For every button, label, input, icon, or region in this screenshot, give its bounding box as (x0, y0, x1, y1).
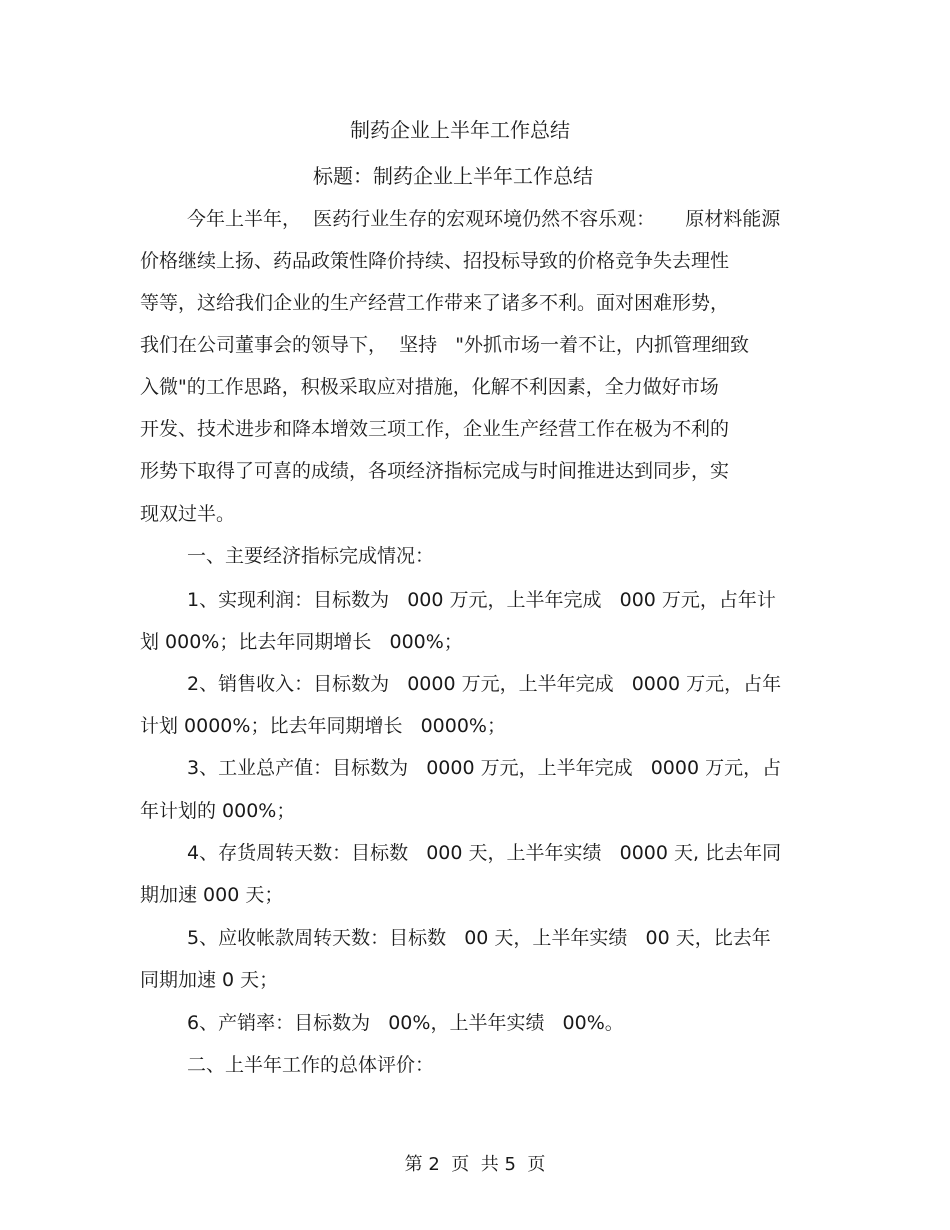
section-heading: 一、主要经济指标完成情况： (187, 545, 435, 567)
paragraph-line: 等等，这给我们企业的生产经营工作带来了诸多不利。面对困难形势， (140, 292, 730, 314)
document-subtitle: 标题：制药企业上半年工作总结 (313, 164, 593, 188)
list-item: 3、工业总产值：目标数为 0000 万元，上半年完成 0000 万元，占 (187, 757, 782, 779)
paragraph-line: 价格继续上扬、药品政策性降价持续、招投标导致的价格竞争失去理性 (140, 250, 730, 272)
list-item-continuation: 期加速 000 天； (140, 884, 284, 906)
document-title: 制药企业上半年工作总结 (350, 118, 570, 142)
list-item: 6、产销率：目标数为 00%，上半年实绩 00%。 (187, 1012, 624, 1034)
list-item-continuation: 同期加速 0 天； (140, 969, 279, 991)
section-heading: 二、上半年工作的总体评价： (187, 1054, 435, 1076)
paragraph-line: 现双过半。 (140, 503, 236, 525)
list-item: 5、应收帐款周转天数：目标数 00 天，上半年实绩 00 天，比去年 (187, 927, 771, 949)
list-item-continuation: 划 000%；比去年同期增长 000%； (140, 631, 463, 653)
list-item-continuation: 计划 0000%；比去年同期增长 0000%； (140, 715, 506, 737)
paragraph-line: 今年上半年， 医药行业生存的宏观环境仍然不容乐观： 原材料能源 (187, 208, 781, 230)
paragraph-line: 入微"的工作思路，积极采取应对措施，化解不利因素，全力做好市场 (140, 376, 719, 398)
list-item: 4、存货周转天数：目标数 000 天，上半年实绩 0000 天, 比去年同 (187, 842, 782, 864)
paragraph-line: 开发、技术进步和降本增效三项工作，企业生产经营工作在极为不利的 (140, 418, 730, 440)
list-item-continuation: 年计划的 000%； (140, 800, 296, 822)
list-item: 1、实现利润：目标数为 000 万元，上半年完成 000 万元，占年计 (187, 589, 776, 611)
page-footer: 第 2 页 共 5 页 (404, 1154, 546, 1175)
paragraph-line: 我们在公司董事会的领导下， 坚持 "外抓市场一着不让，内抓管理细致 (140, 334, 749, 356)
paragraph-line: 形势下取得了可喜的成绩，各项经济指标完成与时间推进达到同步，实 (140, 460, 730, 482)
list-item: 2、销售收入：目标数为 0000 万元，上半年完成 0000 万元，占年 (187, 673, 782, 695)
